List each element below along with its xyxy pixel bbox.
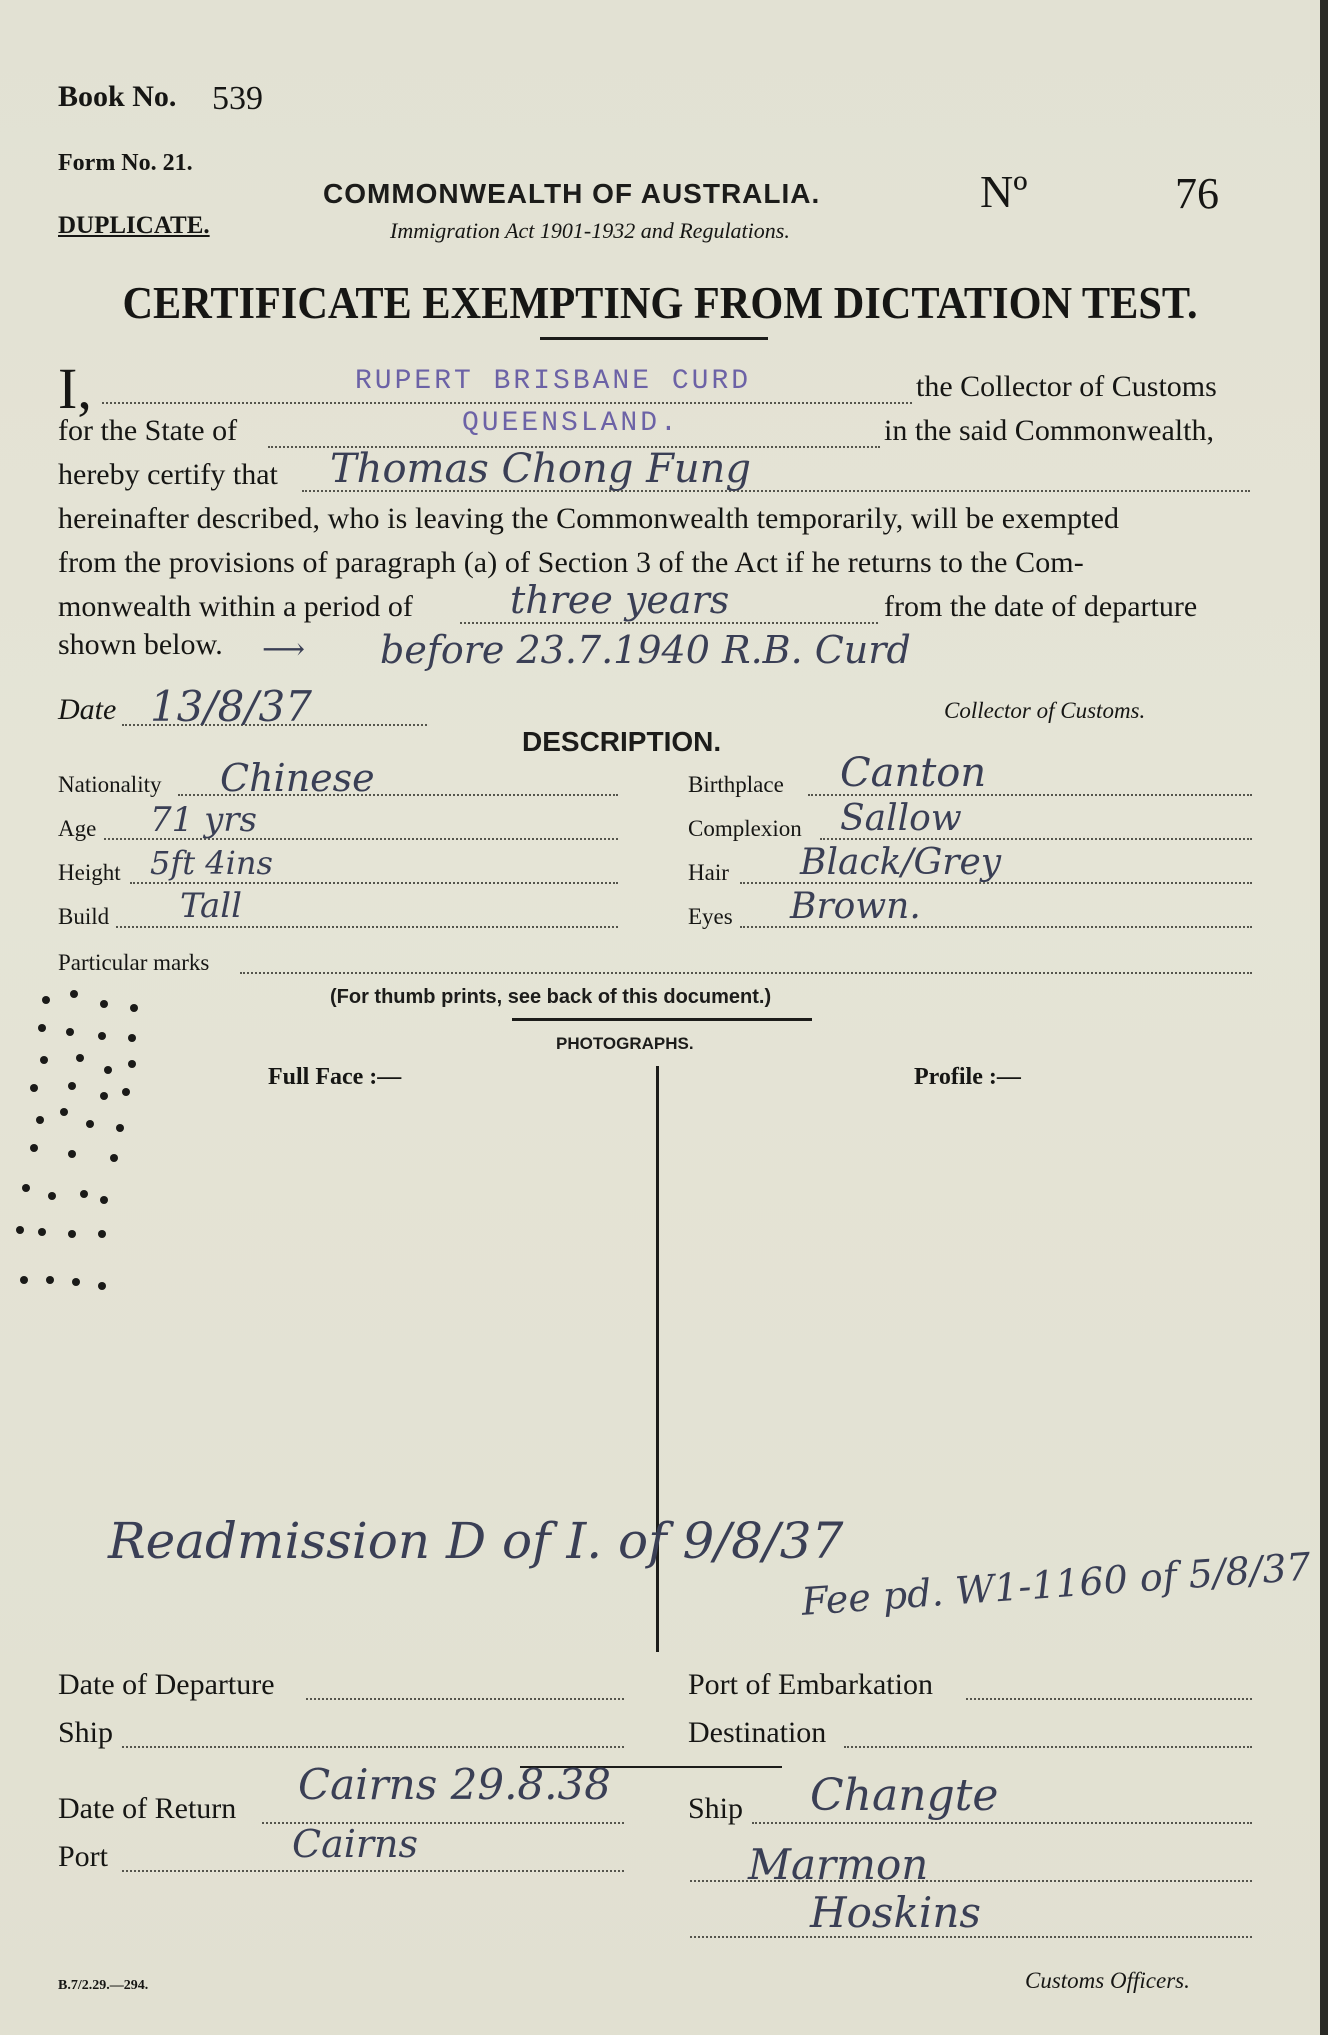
certify-prefix: hereby certify that	[58, 458, 278, 491]
profile-label: Profile :—	[914, 1064, 1021, 1090]
description-heading: DESCRIPTION.	[522, 726, 722, 757]
body-line-6-suffix: from the date of departure	[884, 590, 1198, 623]
nationality-value: Chinese	[220, 756, 375, 800]
age-label: Age	[58, 816, 97, 841]
print-code: B.7/2.29.—294.	[58, 1978, 149, 1993]
ship-label: Ship	[58, 1716, 114, 1749]
port-label: Port	[58, 1840, 109, 1873]
full-face-label: Full Face :—	[268, 1064, 402, 1090]
book-label: Book No.	[58, 80, 177, 113]
collector-suffix: the Collector of Customs	[916, 370, 1217, 403]
state-stamp: QUEENSLAND.	[462, 408, 680, 439]
birthplace-value: Canton	[840, 750, 987, 796]
state-suffix: in the said Commonwealth,	[884, 414, 1214, 447]
body-line-5: from the provisions of paragraph (a) of Section 3 of the Act if he returns to the Com-	[58, 546, 1084, 579]
readmission-note: Readmission D of I. of 9/8/37	[108, 1512, 844, 1570]
form-number: Form No. 21.	[58, 150, 193, 176]
build-value: Tall	[180, 886, 243, 926]
officers-label: Customs Officers.	[1025, 1968, 1190, 1993]
hair-value: Black/Grey	[800, 842, 1002, 883]
fee-note: Fee pd. W1-1160 of 5/8/37	[800, 1544, 1313, 1624]
birthplace-label: Birthplace	[688, 772, 784, 797]
eyes-value: Brown.	[790, 886, 921, 927]
return-value: Cairns 29.8.38	[298, 1760, 611, 1809]
duplicate-label: DUPLICATE.	[58, 212, 210, 239]
exemption-period: three years	[510, 578, 730, 622]
note-underline	[512, 1018, 812, 1021]
build-label: Build	[58, 904, 110, 929]
ship2-value: Changte	[810, 1770, 999, 1821]
collector-title: Collector of Customs.	[944, 698, 1146, 723]
title-underline	[540, 337, 768, 340]
certificate-date: 13/8/37	[150, 682, 312, 731]
certificate-number: 76	[1175, 169, 1219, 218]
departure-label: Date of Departure	[58, 1668, 275, 1701]
body-line-6-prefix: monwealth within a period of	[58, 590, 413, 623]
ship2-label: Ship	[688, 1792, 744, 1825]
age-value: 71 yrs	[150, 800, 257, 840]
i-label: I,	[58, 356, 92, 421]
officer-signature-2: Hoskins	[810, 1888, 981, 1937]
certificate-title: CERTIFICATE EXEMPTING FROM DICTATION TEST.	[122, 277, 1198, 328]
destination-label: Destination	[688, 1716, 827, 1749]
arrow-icon: ⟶	[262, 632, 306, 667]
return-label: Date of Return	[58, 1792, 237, 1825]
eyes-label: Eyes	[688, 904, 733, 929]
hair-label: Hair	[688, 860, 729, 885]
body-line-7: shown below.	[58, 628, 223, 661]
photographs-heading: PHOTOGRAPHS.	[556, 1034, 694, 1053]
state-prefix: for the State of	[58, 414, 238, 447]
authority-heading: COMMONWEALTH OF AUSTRALIA.	[323, 178, 821, 209]
book-number: 539	[212, 80, 263, 117]
return-before-note: before 23.7.1940 R.B. Curd	[380, 628, 911, 672]
embarkation-label: Port of Embarkation	[688, 1668, 933, 1701]
collector-name-stamp: RUPERT BRISBANE CURD	[355, 366, 752, 397]
date-label: Date	[58, 693, 117, 726]
act-reference: Immigration Act 1901-1932 and Regulations.	[390, 218, 790, 243]
height-value: 5ft 4ins	[150, 844, 273, 882]
officer-signature-1: Marmon	[748, 1840, 929, 1889]
number-label: Nº	[980, 166, 1028, 217]
holder-name: Thomas Chong Fung	[330, 446, 751, 492]
height-label: Height	[58, 860, 121, 885]
nationality-label: Nationality	[58, 772, 162, 797]
complexion-value: Sallow	[840, 798, 962, 839]
particular-marks-label: Particular marks	[58, 950, 210, 975]
complexion-label: Complexion	[688, 816, 802, 841]
port-value: Cairns	[292, 1822, 419, 1866]
perforation-holes	[14, 980, 144, 1300]
body-line-4: hereinafter described, who is leaving the Commonwealth temporarily, will be exempted	[58, 502, 1120, 535]
thumb-print-note: (For thumb prints, see back of this document.)	[330, 986, 772, 1008]
